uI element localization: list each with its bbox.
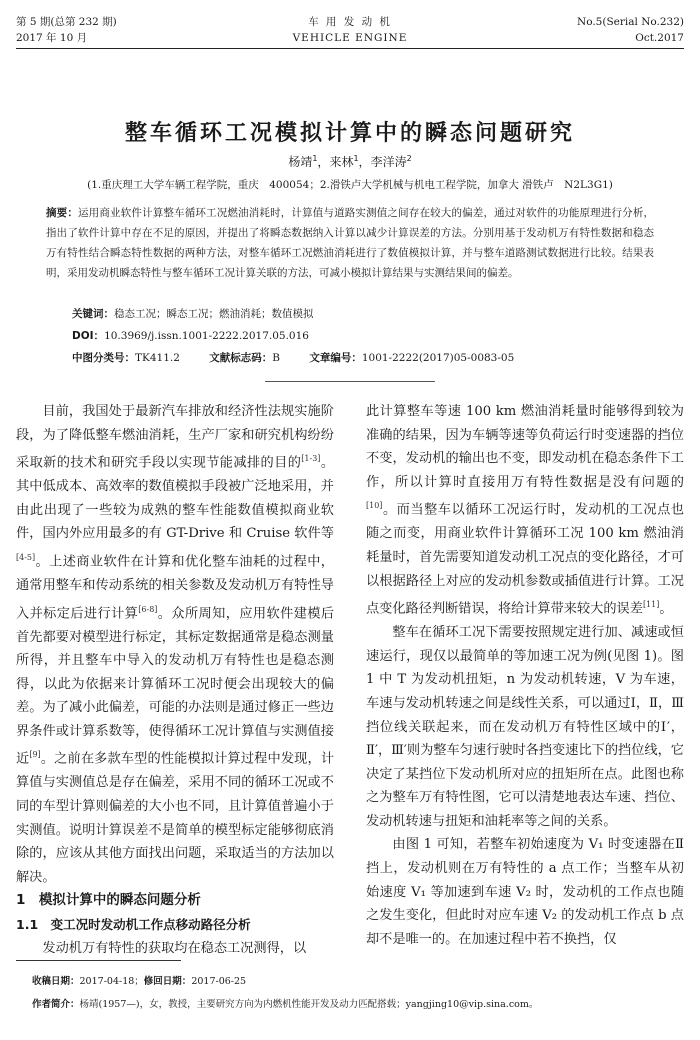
text-run: 。之前在多款车型的性能模拟计算过程中发现，计算值与实测值总是存在偏差，采用不同的循环工况或不同的车型计算则偏差的大小也不同，且计算值普遍小于实测值。说明计算误差不是简单的模型标定能够彻底消除的，应该从其他方面找出问题，采取适当的方法加以解决。 [16, 751, 335, 885]
text-run: 。上述商业软件在计算和优化整车油耗的过程中，通常用整车和传动系统的相关参数及发动机万有特性导入并标定后进行计算 [16, 554, 334, 621]
keywords [72, 306, 314, 321]
journal-name-cn: 车 用 发 动 机 [308, 16, 392, 28]
author-name: 李洋涛 [370, 155, 407, 169]
paragraph: 整车在循环工况下需要按照规定进行加、减速或恒速运行，现仅以最简单的等加速工况为例(见图 1)。图 1 中 T 为发动机扭矩，n 为发动机转速，V 为车速，车速与发动机转速之间是线性关系，可以通过Ⅰ，Ⅱ，Ⅲ挡位线关联起来，而在发动机万有特性区域中的Ⅰ′，Ⅱ′，Ⅲ′则为整车匀速行驶时各挡变速比下的挡位线，它决定了某挡位下发动机所对应的扭矩所在点。此图也称之为整车万有特性图，它可以清楚地表达车速、挡位、发动机转速与扭矩和油耗率等之间的关系。 [366, 625, 684, 829]
text-run: 。 [659, 601, 673, 617]
paper-title: 整车循环工况模拟计算中的瞬态问题研究 [124, 121, 575, 146]
citation: [9] [29, 750, 41, 760]
affiliation: (1.重庆理工大学车辆工程学院，重庆 400054；2.滑铁卢大学机械与机电工程学院，加拿大 滑铁卢 N2L3G1) [87, 179, 613, 191]
revised-label: 修回日期： [143, 976, 192, 987]
paragraph: 由图 1 可知，若整车初始速度为 V₁ 时变速器在Ⅱ挡上，发动机则在万有特性的 a 点工作；当整车从初始速度 V₁ 等加速到车速 V₂ 时，发动机的工作点也随之发生变化，但此时对应车速 V₂ 的发动机工作点 b 点却不是唯一的。在加速过程中若不换挡，仅 [366, 837, 684, 947]
author-affil-mark: 2 [406, 154, 412, 163]
footnote-dates [32, 973, 246, 987]
classification-line [72, 350, 540, 365]
bio-text: 杨靖(1957—)，女，教授，主要研究方向为内燃机性能开发及动力匹配搭载；yangjing10@vip.sina.com。 [79, 999, 539, 1010]
abstract-text: 运用商业软件计算整车循环工况燃油消耗时，计算值与道路实测值之间存在较大的偏差，通过对软件的功能原理进行分析，指出了软件计算中存在不足的原因，并提出了将瞬态数据纳入计算以减少计算误差的方法。分别用基于发动机万有特性数据和稳态万有特性结合瞬态特性数据的两种方法，对整车循环工况燃油消耗进行了数值模拟计算，并与整车道路测试数据进行比较。结果表明，采用发动机瞬态特性与整车循环工况计算关联的方法，可减小模拟计算结果与实测结果间的偏差。 [46, 207, 655, 279]
paragraph [366, 400, 684, 621]
bio-label: 作者简介： [32, 999, 80, 1010]
received-label: 收稿日期： [32, 976, 80, 987]
footnote-rule [16, 960, 181, 961]
text-run: 。众所周知，应用软件建模后首先都要对模型进行标定，其标定数据通常是稳态测量所得，并且整车中导入的发动机万有特性也是稳态测得，以此为依据来计算循环工况时便会出现较大的偏差。为了减小此偏差，可能的办法则是通过修正一些边界条件或计算系数等，使得循环工况计算值与实测值接近 [16, 605, 335, 767]
abstract-divider [265, 381, 435, 382]
header-rule [16, 48, 684, 49]
citation: [10] [366, 501, 383, 511]
text-run: 此计算整车等速 100 km 燃油消耗量时能够得到较为准确的结果，因为车辆等速等负荷运行时变速器的挡位不变，发动机的输出也不变，即发动机在稳态条件下工作，所以计算时直接用万有特性数据是没有问题的 [366, 404, 684, 490]
abstract [46, 203, 654, 283]
text-run: 目前，我国处于最新汽车排放和经济性法规实施阶段，为了降低整车燃油消耗，生产厂家和研究机构纷纷采取新的技术和研究手段以实现节能减排的目的 [16, 404, 334, 471]
citation: [4-5] [16, 552, 36, 562]
body-column-right [366, 400, 684, 951]
author-separator: ， [358, 155, 371, 169]
clc-value: TK411.2 [135, 352, 180, 364]
clc-label: 中图分类号： [72, 352, 135, 364]
issue-number-en: No.5(Serial No.232) [577, 16, 684, 28]
citation: [1-3] [301, 454, 321, 464]
keywords-text: 稳态工况；瞬态工况；燃油消耗；数值模拟 [114, 308, 314, 320]
revised-date: 2017-06-25 [191, 976, 247, 987]
abstract-label: 摘要： [46, 207, 79, 219]
journal-name-en: VEHICLE ENGINE [292, 32, 408, 44]
doi [72, 328, 309, 343]
footnote-author-bio [32, 996, 538, 1010]
text-run: 。其中低成本、高效率的数值模拟手段被广泛地采用，并由此出现了一些较为成熟的整车性能数值模拟商业软件，国内外应用最多的有 GT-Drive 和 Cruise 软件等 [16, 455, 335, 542]
doc-code-label: 文献标志码： [209, 352, 273, 364]
journal-header [16, 14, 684, 46]
author-affil-mark: 1 [312, 154, 318, 163]
issue-date: 2017 年 10 月 [16, 32, 88, 44]
author-name: 杨靖 [288, 155, 313, 169]
received-date: 2017-04-18； [79, 976, 144, 987]
doi-value: 10.3969/j.issn.1001-2222.2017.05.016 [104, 330, 309, 342]
doc-code-value: B [272, 352, 280, 364]
author-separator: ， [317, 155, 330, 169]
citation: [6-8] [138, 604, 158, 614]
doi-label: DOI： [72, 330, 105, 342]
section-heading: 1 模拟计算中的瞬态问题分析 [16, 892, 201, 909]
paragraph: 发动机万有特性的获取均在稳态工况测得，以 [42, 940, 307, 956]
issue-number: 第 5 期(总第 232 期) [16, 16, 117, 28]
body-column-left [16, 400, 334, 960]
keywords-label: 关键词： [72, 308, 114, 320]
text-run: 。而当整车以循环工况运行时，发动机的工况点也随之而变，用商业软件计算循环工况 100 km 燃油消耗量时，首先需要知道发动机工况点的变化路径，才可以根据路径上对应的发动机参数或插值进行计算。工况点变化路径判断错误，将给计算带来较大的误差 [366, 502, 684, 617]
author-list [0, 153, 700, 170]
subsection-heading: 1.1 变工况时发动机工作点移动路径分析 [16, 917, 251, 933]
author-name: 来林 [329, 155, 354, 169]
issue-date-en: Oct.2017 [635, 32, 684, 44]
issue-info-en [577, 14, 684, 46]
article-number-label: 文章编号： [309, 352, 362, 364]
article-number-value: 1001-2222(2017)05-0083-05 [361, 352, 515, 364]
citation: [11] [642, 600, 660, 610]
author-affil-mark: 1 [353, 154, 359, 163]
paragraph [16, 400, 334, 889]
